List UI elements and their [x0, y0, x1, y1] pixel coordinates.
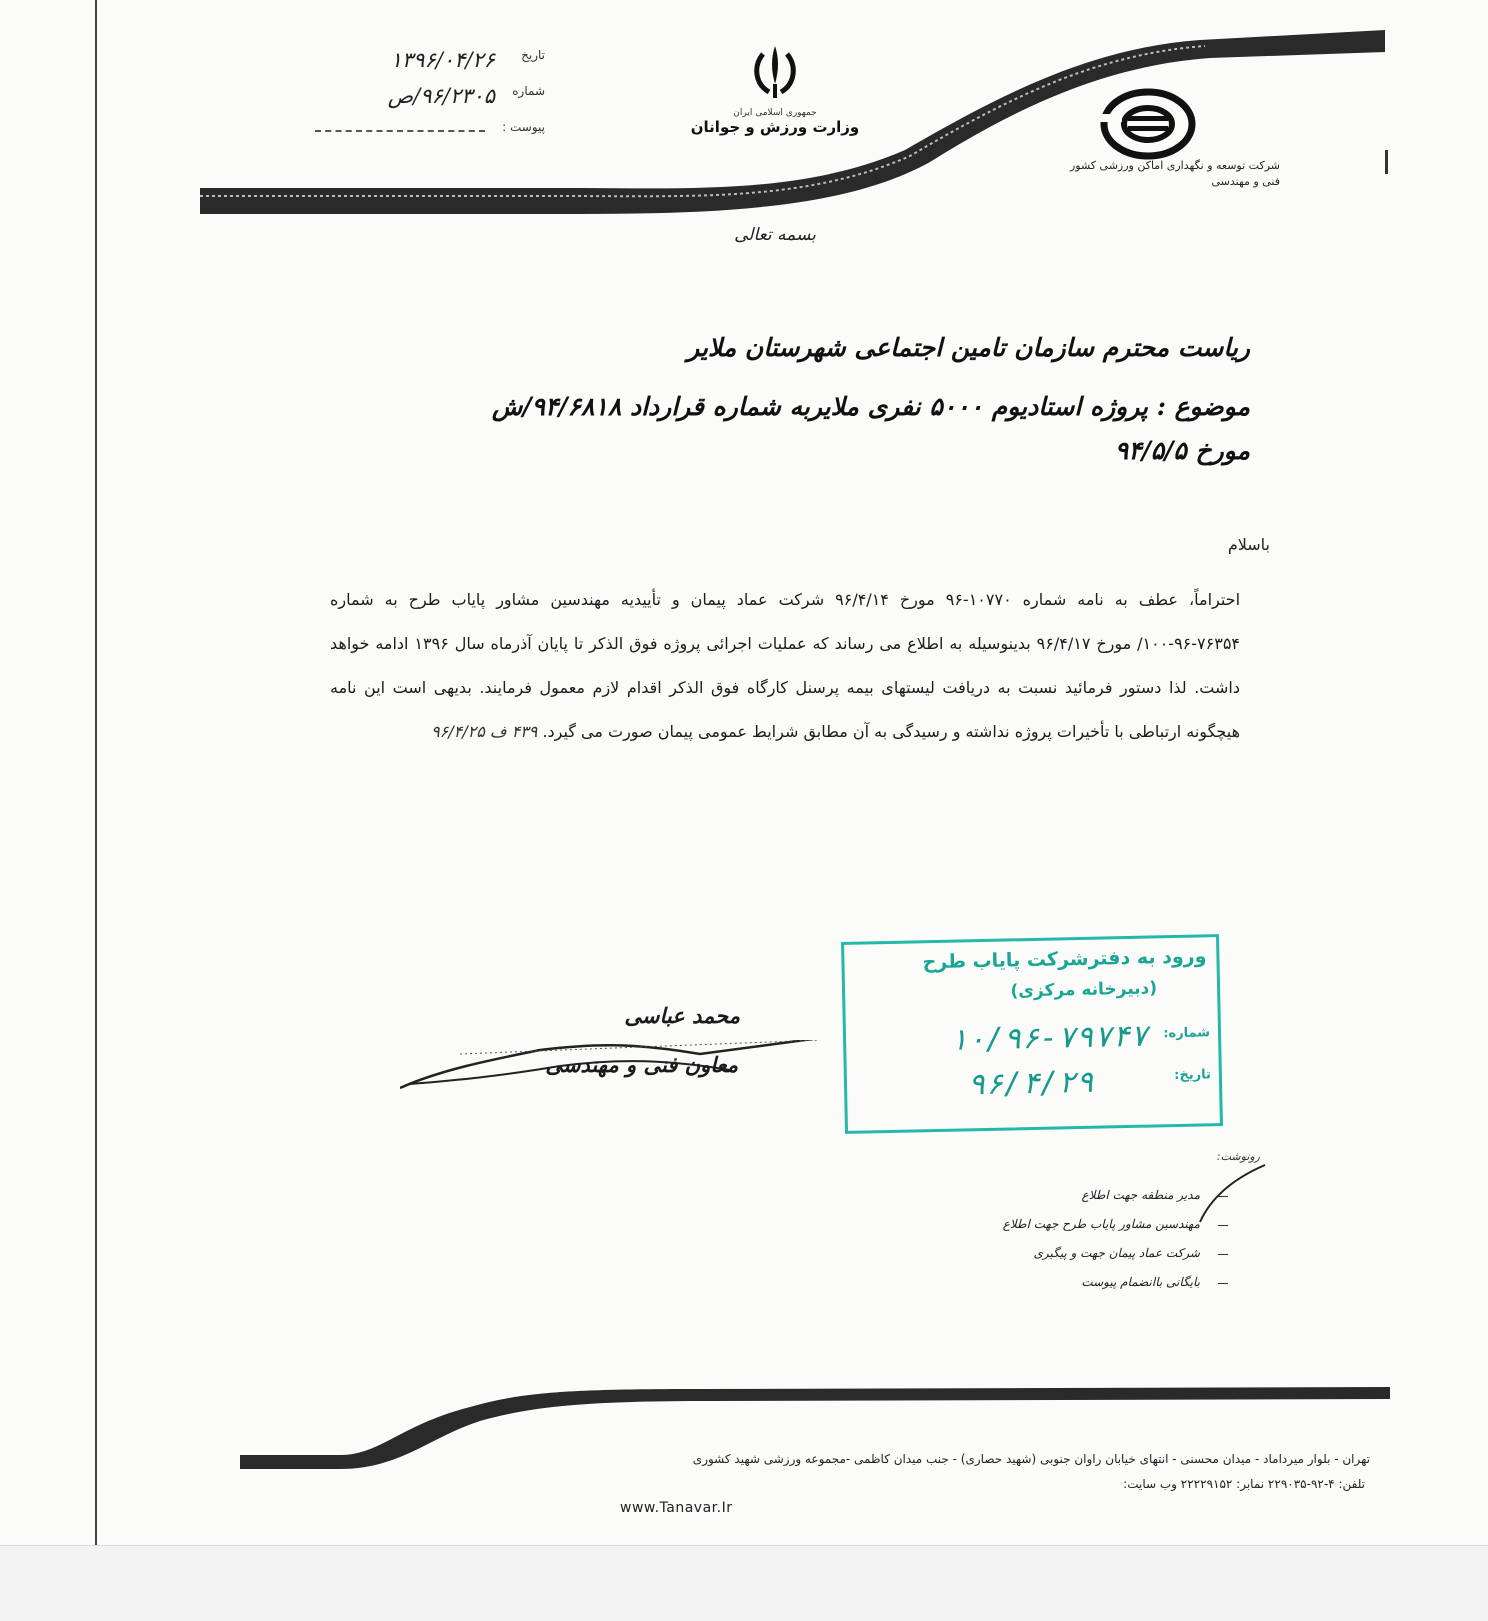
cc-item: مدیر منطقه جهت اطلاع — [900, 1188, 1220, 1217]
subject-line1: موضوع : پروژه استادیوم ۵۰۰۰ نفری ملایربه شماره قرارداد ۹۴/۶۸۱۸/ش — [491, 392, 1250, 421]
cc-item: مهندسین مشاور پایاب طرح جهت اطلاع — [900, 1217, 1220, 1246]
stamp-date-label: تاریخ: — [1174, 1067, 1212, 1084]
attachment-label: پیوست : — [502, 120, 545, 134]
signer-name: محمد عباسی — [624, 1003, 740, 1028]
meta-date-row — [255, 48, 545, 84]
signer-title: معاون فنی و مهندسی — [545, 1052, 738, 1077]
cc-item: بایگانی باانضمام پیوست — [900, 1275, 1220, 1304]
cc-item: شرکت عماد پیمان جهت و پیگیری — [900, 1246, 1220, 1275]
number-value: ۹۶/۲۳۰۵/ص — [387, 84, 495, 108]
bismillah: بسمه تعالی — [734, 225, 816, 245]
scan-left-edge-line — [95, 0, 97, 1545]
cc-heading: رونوشت: — [1216, 1150, 1260, 1163]
stamp-subtitle: (دبیرخانه مرکزی) — [1010, 978, 1158, 1002]
meta-attachment-row — [255, 120, 545, 156]
footer-website: www.Tanavar.Ir — [620, 1500, 733, 1516]
cc-list — [900, 1188, 1220, 1304]
stamp-date-value: ۹۶/۴/۲۹ — [967, 1064, 1095, 1103]
margin-mark — [1385, 150, 1388, 174]
footer-address: تهران - بلوار میرداماد - میدان محسنی - انتهای خیابان راوان جنوبی (شهید حصاری) - جنب میدان کاظمی -مجموعه ورزشی شهید کشوری — [692, 1452, 1370, 1466]
stamp-number-value: ۱۰/۹۶-۷۹۷۴۷ — [949, 1018, 1149, 1058]
receipt-stamp — [841, 934, 1223, 1134]
org-name-line1: شرکت توسعه و نگهداری اماکن ورزشی کشور — [1069, 159, 1280, 172]
footer-phones: تلفن: ۴-۹۲-۲۲۹۰۳۵ نمابر: ۲۲۲۲۹۱۵۲ وب سایت: — [1123, 1477, 1365, 1491]
org-name-line2: فنی و مهندسی — [1211, 175, 1280, 188]
stamp-number-label: شماره: — [1163, 1025, 1211, 1042]
greeting: باسلام — [1227, 535, 1270, 554]
ministry-block — [690, 40, 860, 136]
org-logo-icon — [1088, 86, 1198, 166]
date-label: تاریخ — [521, 48, 545, 62]
subject-line2: مورخ ۹۴/۵/۵ — [1114, 436, 1250, 465]
date-value: ۱۳۹۶/۰۴/۲۶ — [390, 48, 495, 72]
footer-wave-band — [0, 1385, 1488, 1485]
subject — [330, 385, 1250, 473]
number-label: شماره — [512, 84, 545, 98]
recipient: ریاست محترم سازمان تامین اجتماعی شهرستان ملایر — [687, 333, 1250, 362]
org-name — [960, 158, 1280, 190]
stamp-title: ورود به دفترشرکت پایاب طرح — [922, 945, 1207, 974]
letter-meta — [255, 48, 545, 156]
attachment-blank-line — [315, 130, 485, 132]
ministry-name: وزارت ورزش و جوانان — [690, 118, 860, 136]
ministry-country: جمهوری اسلامی ایران — [733, 108, 817, 118]
body-text: احتراماً، عطف به نامه شماره ۱۰۷۷۰-۹۶ مورخ ۹۶/۴/۱۴ شرکت عماد پیمان و تأییدیه مهندسین مشاور پایاب طرح به شماره ۷۶۳۵۴-۹۶-۱۰۰/ مورخ ۹۶/۴/۱۷ بدینوسیله به اطلاع می رساند که عملیات اجرائی پروژه فوق الذکر تا پایان آذرماه سال ۱۳۹۶ ادامه خواهد داشت. لذا دستور فرمائید نسبت به دریافت لیستهای بیمه پرسنل کارگاه فوق الذکر اقدام لازم معمول فرمایند. بدیهی است این نامه هیچگونه ارتباطی با تأخیرات پروژه نداشته و رسیدگی به آن مطابق شرایط عمومی پیمان صورت می گیرد. — [330, 590, 1241, 741]
letter-body — [330, 578, 1240, 754]
body-ref-note: ۴۳۹ ف ۹۶/۴/۲۵ — [431, 722, 538, 741]
scan-bottom-margin — [0, 1545, 1488, 1621]
meta-number-row — [255, 84, 545, 120]
iran-emblem-icon — [745, 40, 805, 102]
